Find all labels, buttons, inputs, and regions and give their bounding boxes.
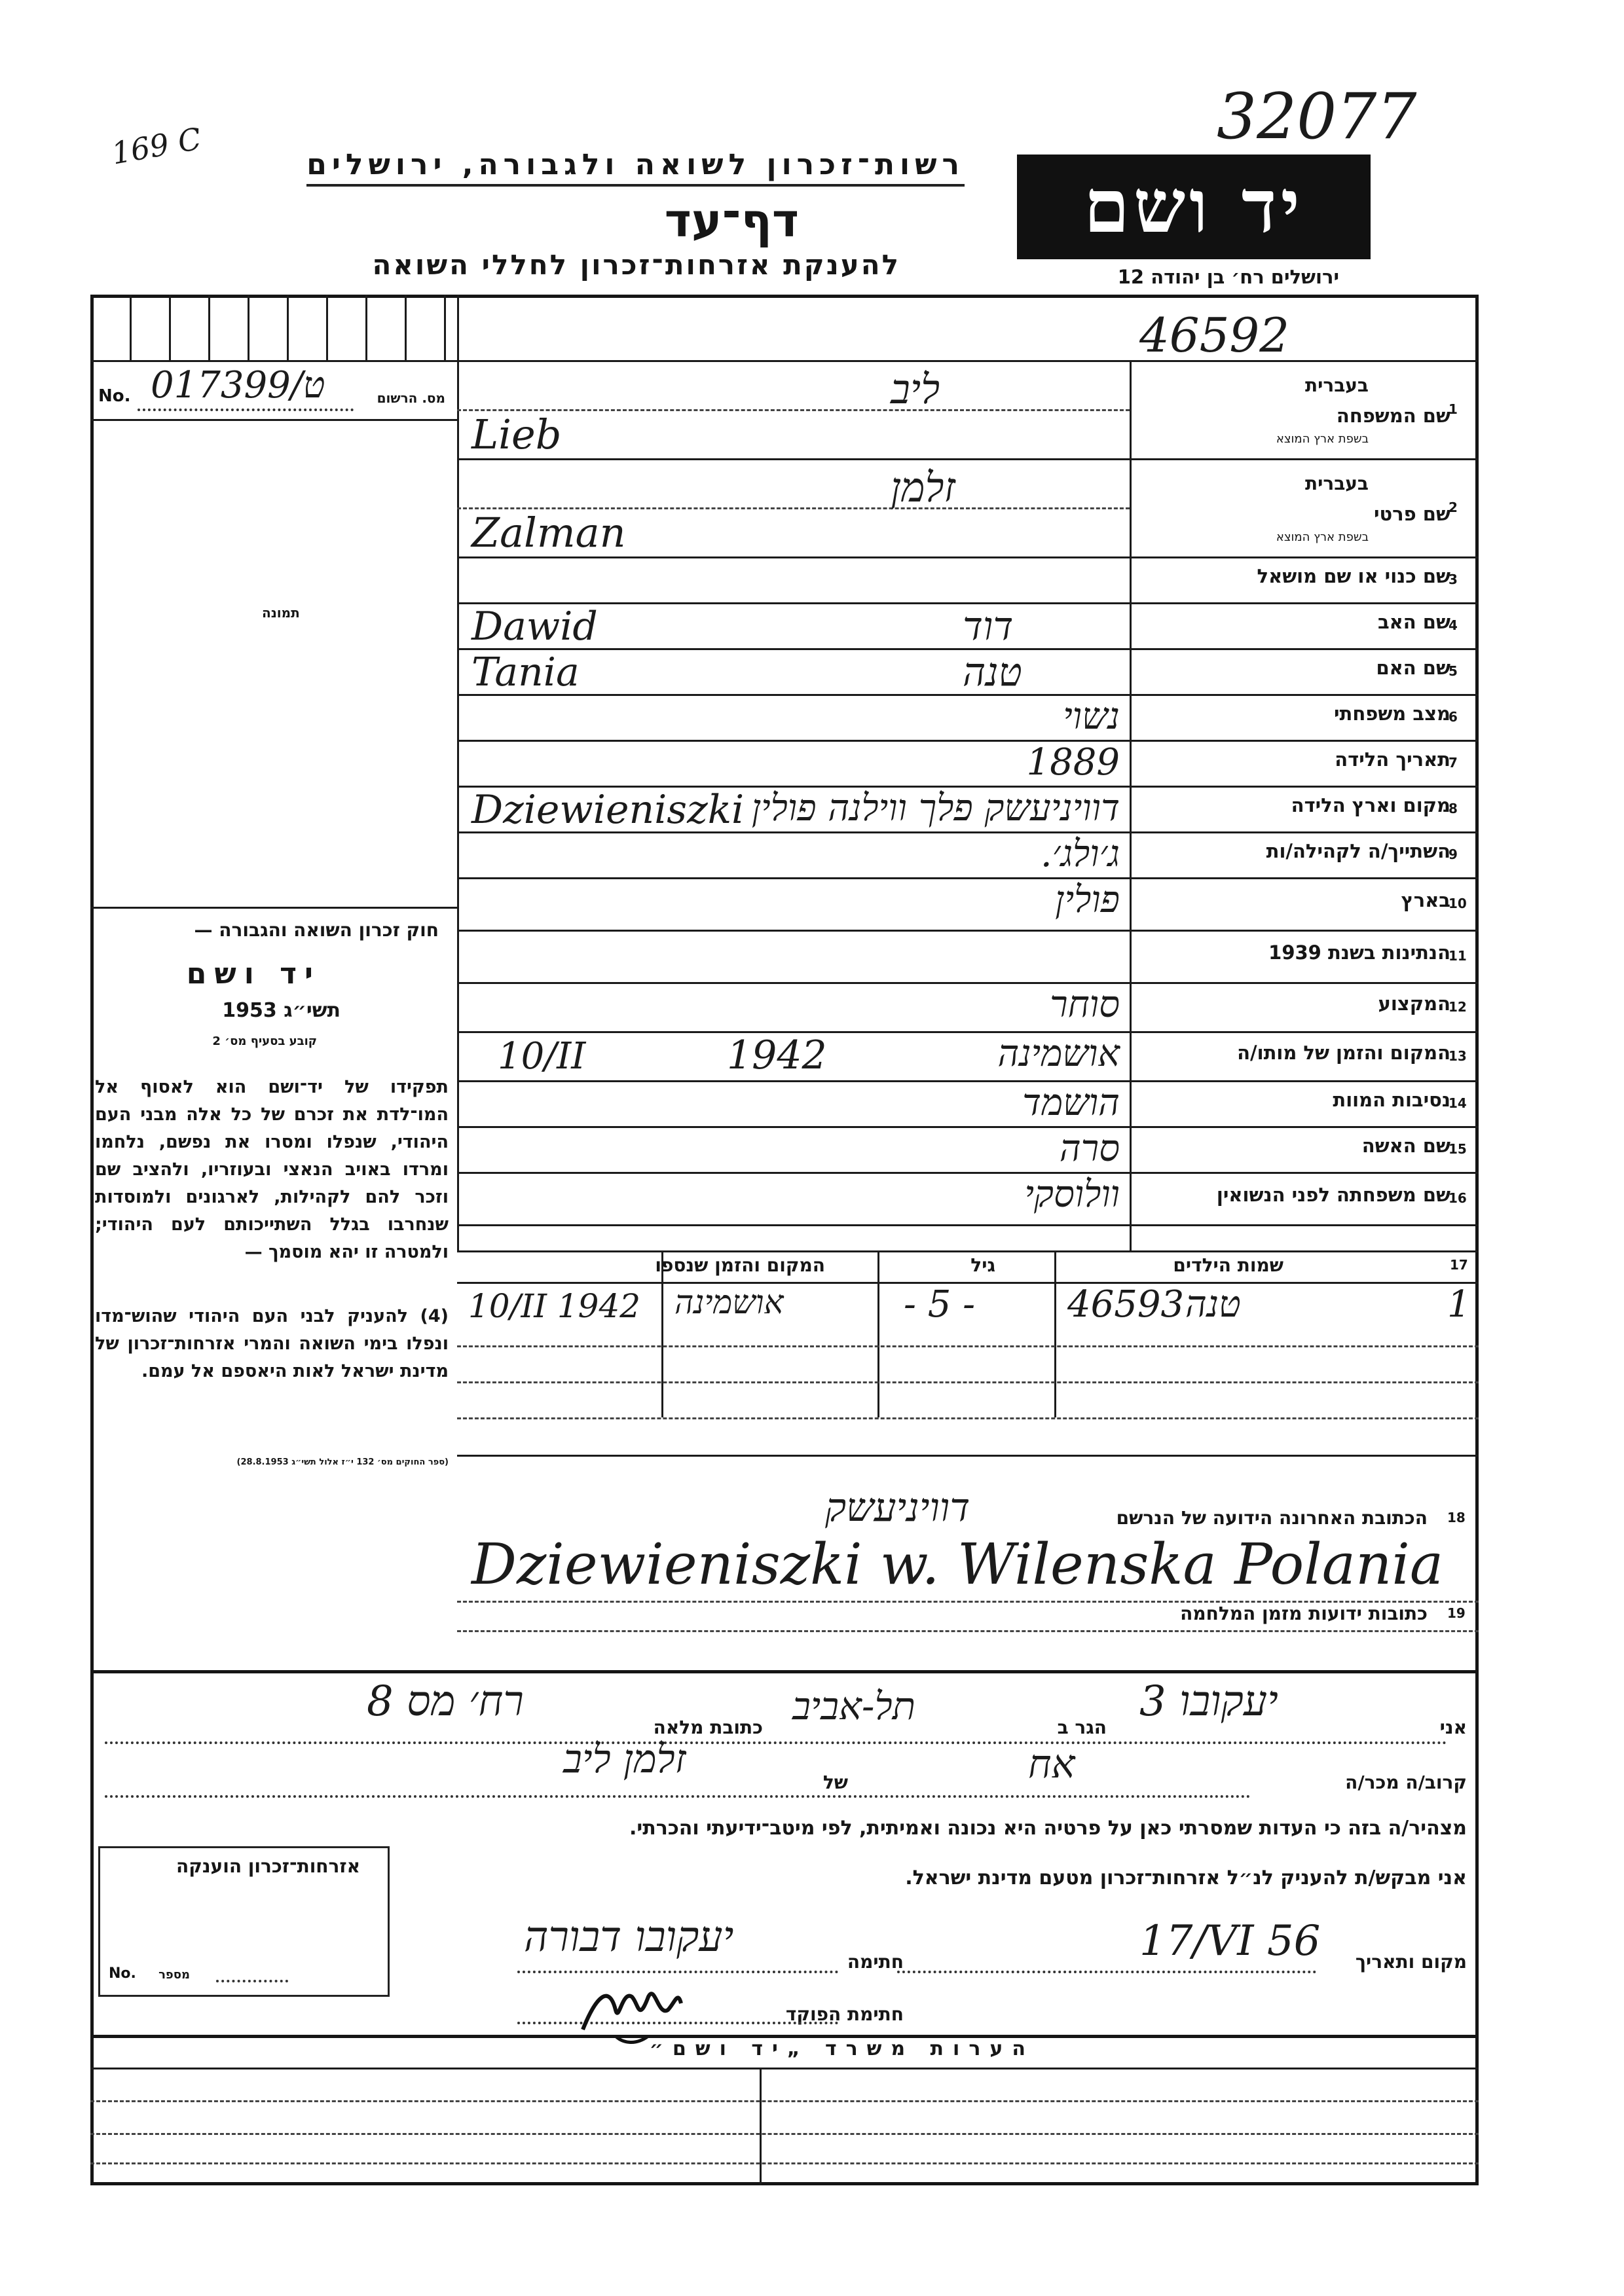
- field-value: סוחר: [1050, 983, 1120, 1026]
- field-row-divider: [457, 930, 1479, 932]
- field-label: שם האם: [1376, 657, 1450, 679]
- remarks-line: [90, 2100, 1479, 2102]
- citizenship-title: אזרחות־זכרון הוענקה: [176, 1855, 360, 1877]
- form-subtitle: להענקת אזרחות־זכרון לחללי השואה: [372, 249, 900, 281]
- law-text-2: (4) להעניק לבני העם היהודי שהוש־מדו ונפלו בימי השואה והמרי אזרחות־זכרון של מדינת ישראל לאות היאספם אל עמם.: [95, 1306, 449, 1381]
- field-number: 1: [1449, 401, 1458, 417]
- photo-bottom: [90, 907, 457, 909]
- field-number: 14: [1449, 1095, 1467, 1111]
- archive-number: 46592: [1139, 308, 1290, 363]
- field-number: 15: [1449, 1141, 1467, 1157]
- remarks-header-bottom: [90, 2068, 1479, 2069]
- field-value-he: זלמן: [891, 464, 955, 511]
- field-value: וולוסקי: [1024, 1173, 1120, 1216]
- remarks-title: הערות משרד „יד ושם״: [649, 2037, 1035, 2060]
- field-label: הנתינות בשנת 1939: [1268, 941, 1450, 964]
- field-number: 3: [1449, 572, 1458, 587]
- field-label: בארץ: [1401, 889, 1450, 911]
- field-label: השתייך/ה לקהילה/ות: [1266, 840, 1450, 862]
- yad-vashem-logo: [1017, 155, 1371, 259]
- remarks-divider: [760, 2068, 762, 2185]
- field-row-divider: [457, 1224, 1479, 1226]
- field-label: מקום וארץ הלידה: [1291, 794, 1450, 816]
- decl-relative-value: אח: [1028, 1741, 1075, 1787]
- field-value-foreign: Dziewieniszki: [471, 787, 745, 833]
- field-number: 16: [1449, 1190, 1467, 1206]
- label-column-divider: [1130, 360, 1132, 1250]
- tick: [208, 295, 210, 360]
- logo-text: יד ושם: [1083, 164, 1304, 249]
- children-row-line: [457, 1417, 1479, 1419]
- tick: [169, 295, 171, 360]
- field-number: 4: [1449, 617, 1458, 633]
- field-number: 2: [1449, 500, 1458, 515]
- field-label: שם האשה: [1361, 1135, 1450, 1157]
- law-text-1: תפקידו של יד־ושם הוא לאסוף אל המו־לדת את זכרם של כל אלה מבני העם היהודי, שנפלו ומסרו את נפשם, נלחמו ומרדו באויב הנאצי ובעוזריו, ולהציב שם וזכר להם לקהילות, לארגונים ולמוסדות שנחרבו בגלל השתייכותם לעם היהודי; ולמטרה זו יהא מוסמך —: [95, 1077, 449, 1262]
- field-value-foreign: Tania: [471, 649, 580, 695]
- tick: [444, 295, 446, 360]
- remarks-line: [90, 2133, 1479, 2135]
- citizenship-line: [216, 1980, 288, 1982]
- field-label: שם משפחתה לפני הנשואין: [1216, 1184, 1450, 1206]
- decl-line: [105, 1741, 1447, 1744]
- decl-relative-label: קרוב/ה מכר/ה: [1345, 1772, 1467, 1793]
- decl-line: [105, 1795, 1251, 1798]
- address-line: [457, 1630, 1479, 1632]
- field-value: דוויניעשק פלך ווילנה פולין: [751, 787, 1120, 829]
- corner-mark: 169 C: [109, 120, 204, 172]
- children-header-age: גיל: [970, 1254, 995, 1276]
- tick: [326, 295, 328, 360]
- field-value: נשוי: [1063, 695, 1120, 738]
- tick: [130, 295, 132, 360]
- wartime-address-num: 19: [1447, 1605, 1466, 1621]
- field-number: 11: [1449, 948, 1467, 964]
- wartime-address-label: כתובות ידועות מזמן המלחמה: [1180, 1603, 1428, 1624]
- registration-line: [138, 409, 354, 411]
- law-name: יד ושם: [186, 957, 321, 991]
- law-heading: חוק זכרון השואה והגבורה —: [194, 919, 439, 941]
- field-number: 9: [1449, 847, 1458, 862]
- field-number: 7: [1449, 755, 1458, 771]
- field-label: שם האב: [1377, 611, 1450, 633]
- citizenship-no: No.: [109, 1965, 136, 1982]
- decl-statement-2: אני מבקש/ת להעניק לנ״ל אזרחות־זכרון מטעם מדינת ישראל.: [905, 1867, 1467, 1889]
- org-name: רשות־זכרון לשואה ולגבורה, ירושלים: [306, 148, 965, 187]
- child-date: 10/II 1942: [468, 1287, 641, 1325]
- last-address-num: 18: [1447, 1510, 1466, 1525]
- remarks-line: [90, 2162, 1479, 2164]
- children-top: [457, 1250, 1479, 1252]
- last-address-foreign: Dziewieniszki w. Wilenska Polania: [471, 1532, 1444, 1597]
- field-number: 10: [1449, 896, 1467, 911]
- decl-signature-value: יעקובו דבורה: [524, 1913, 734, 1961]
- decl-statement-1: מצהיר/ה בזה כי העדות שמסרתי כאן על פרטיה היא נכונה ואמיתית, לפי מיטב־ידיעתי והכרתי.: [629, 1817, 1467, 1840]
- field-value: 1889: [1026, 741, 1120, 784]
- child-place: אושמינה: [674, 1283, 784, 1321]
- field-label: המקצוע: [1378, 992, 1450, 1015]
- tick: [405, 295, 407, 360]
- field-number: 13: [1449, 1048, 1467, 1064]
- field-number: 5: [1449, 663, 1458, 679]
- decl-resides-label: הגר ב: [1057, 1717, 1107, 1738]
- registration-label: מס. הרשום: [377, 390, 445, 406]
- field-label: תאריך הלידה: [1335, 748, 1450, 771]
- address: ירושלים רח׳ בן יהודה 12: [1117, 266, 1339, 288]
- form-title: דף־עד: [664, 194, 799, 247]
- field-value: סרה: [1059, 1127, 1120, 1170]
- decl-address-value: רח׳ מס 8: [367, 1677, 524, 1726]
- children-col: [1054, 1250, 1056, 1417]
- citizenship-number-label: מספר: [158, 1968, 190, 1982]
- field-value-he: דוד: [963, 604, 1014, 649]
- child-name: טנה: [1185, 1283, 1241, 1326]
- field-label: שם פרטי: [1373, 503, 1450, 525]
- field-value-foreign: Zalman: [471, 509, 626, 556]
- field-row-divider: [457, 556, 1479, 558]
- decl-i-value: 3 יעקובו: [1139, 1677, 1278, 1726]
- field-number: 6: [1449, 709, 1458, 725]
- field-label: שם המשפחה: [1336, 405, 1450, 427]
- children-header-names: שמות הילדים: [1173, 1254, 1283, 1276]
- children-header-place: המקום והזמן שנספו: [655, 1254, 825, 1276]
- field-value-he: ליב: [891, 365, 940, 413]
- field-value: הושמד: [1022, 1082, 1120, 1124]
- registration-bottom: [90, 419, 457, 421]
- child-index: 1: [1447, 1283, 1471, 1326]
- field-value: אושמינה: [997, 1032, 1120, 1075]
- decl-place-date-label: מקום ותאריך: [1355, 1951, 1467, 1973]
- field-lang-label: בעברית: [1304, 374, 1369, 396]
- law-clause: קובע בסעיף מס׳ 2: [212, 1034, 317, 1048]
- field-label: מצב משפחתי: [1333, 702, 1450, 725]
- field-value-year: 1942: [727, 1032, 827, 1078]
- child-age: - 5 -: [904, 1283, 976, 1326]
- decl-officer-label: חתימת הפוקד: [785, 2003, 904, 2025]
- field-row-divider: [457, 458, 1479, 460]
- decl-address-label: כתובת מלאה: [653, 1717, 763, 1738]
- tick: [365, 295, 367, 360]
- field-sub-label: בשפת ארץ המוצא: [1276, 432, 1369, 446]
- decl-signature-label: חתימה: [847, 1951, 904, 1973]
- decl-line: [897, 1971, 1316, 1973]
- field-number: 8: [1449, 801, 1458, 816]
- field-value-foreign: Dawid: [471, 604, 598, 649]
- law-source: (ספר החוקים מס׳ 132 י״ז אלול תשי״ג 28.8.1953): [236, 1457, 449, 1467]
- children-row-line: [457, 1381, 1479, 1383]
- decl-of-value: זלמן ליב: [563, 1736, 686, 1782]
- registration-value: 01739ט/9: [151, 364, 325, 407]
- registration-no: No.: [98, 386, 131, 406]
- last-address-he: דוויניעשק: [825, 1485, 970, 1531]
- decl-of-label: של: [822, 1772, 848, 1793]
- photo-label: תמונה: [262, 605, 300, 621]
- field-value-foreign: Lieb: [471, 410, 562, 458]
- law-year: תשי״ג 1953: [222, 999, 341, 1022]
- field-sub-label: בשפת ארץ המוצא: [1276, 530, 1369, 544]
- stamp-number: 32077: [1217, 80, 1417, 153]
- tick: [287, 295, 289, 360]
- decl-resides-value: תל-אביב: [792, 1684, 916, 1728]
- last-address-label: הכתובת האחרונה הידועה של הנרשם: [1116, 1507, 1428, 1529]
- left-column-divider: [457, 295, 459, 1250]
- field-label: שם כנוי או שם מושאל: [1257, 565, 1450, 587]
- field-value: פולין: [1055, 879, 1120, 921]
- tick: [248, 295, 249, 360]
- children-col: [877, 1250, 879, 1417]
- field-number: 12: [1449, 998, 1467, 1015]
- field-value-date: 10/II: [498, 1035, 586, 1078]
- field-value: ג׳ולג׳.: [1040, 833, 1120, 875]
- decl-i-label: אני: [1439, 1717, 1467, 1738]
- field-value-he: טנה: [963, 649, 1022, 695]
- decl-place-date-value: 17/VI 56: [1139, 1917, 1321, 1965]
- children-num: 17: [1450, 1257, 1468, 1273]
- field-label: נסיבות המוות: [1333, 1089, 1450, 1111]
- field-lang-label: בעברית: [1304, 473, 1369, 494]
- address-top: [457, 1455, 1479, 1457]
- child-code: 46593: [1067, 1283, 1185, 1326]
- field-label: המקום והזמן של מותו/ה: [1237, 1041, 1450, 1064]
- children-row-line: [457, 1345, 1479, 1347]
